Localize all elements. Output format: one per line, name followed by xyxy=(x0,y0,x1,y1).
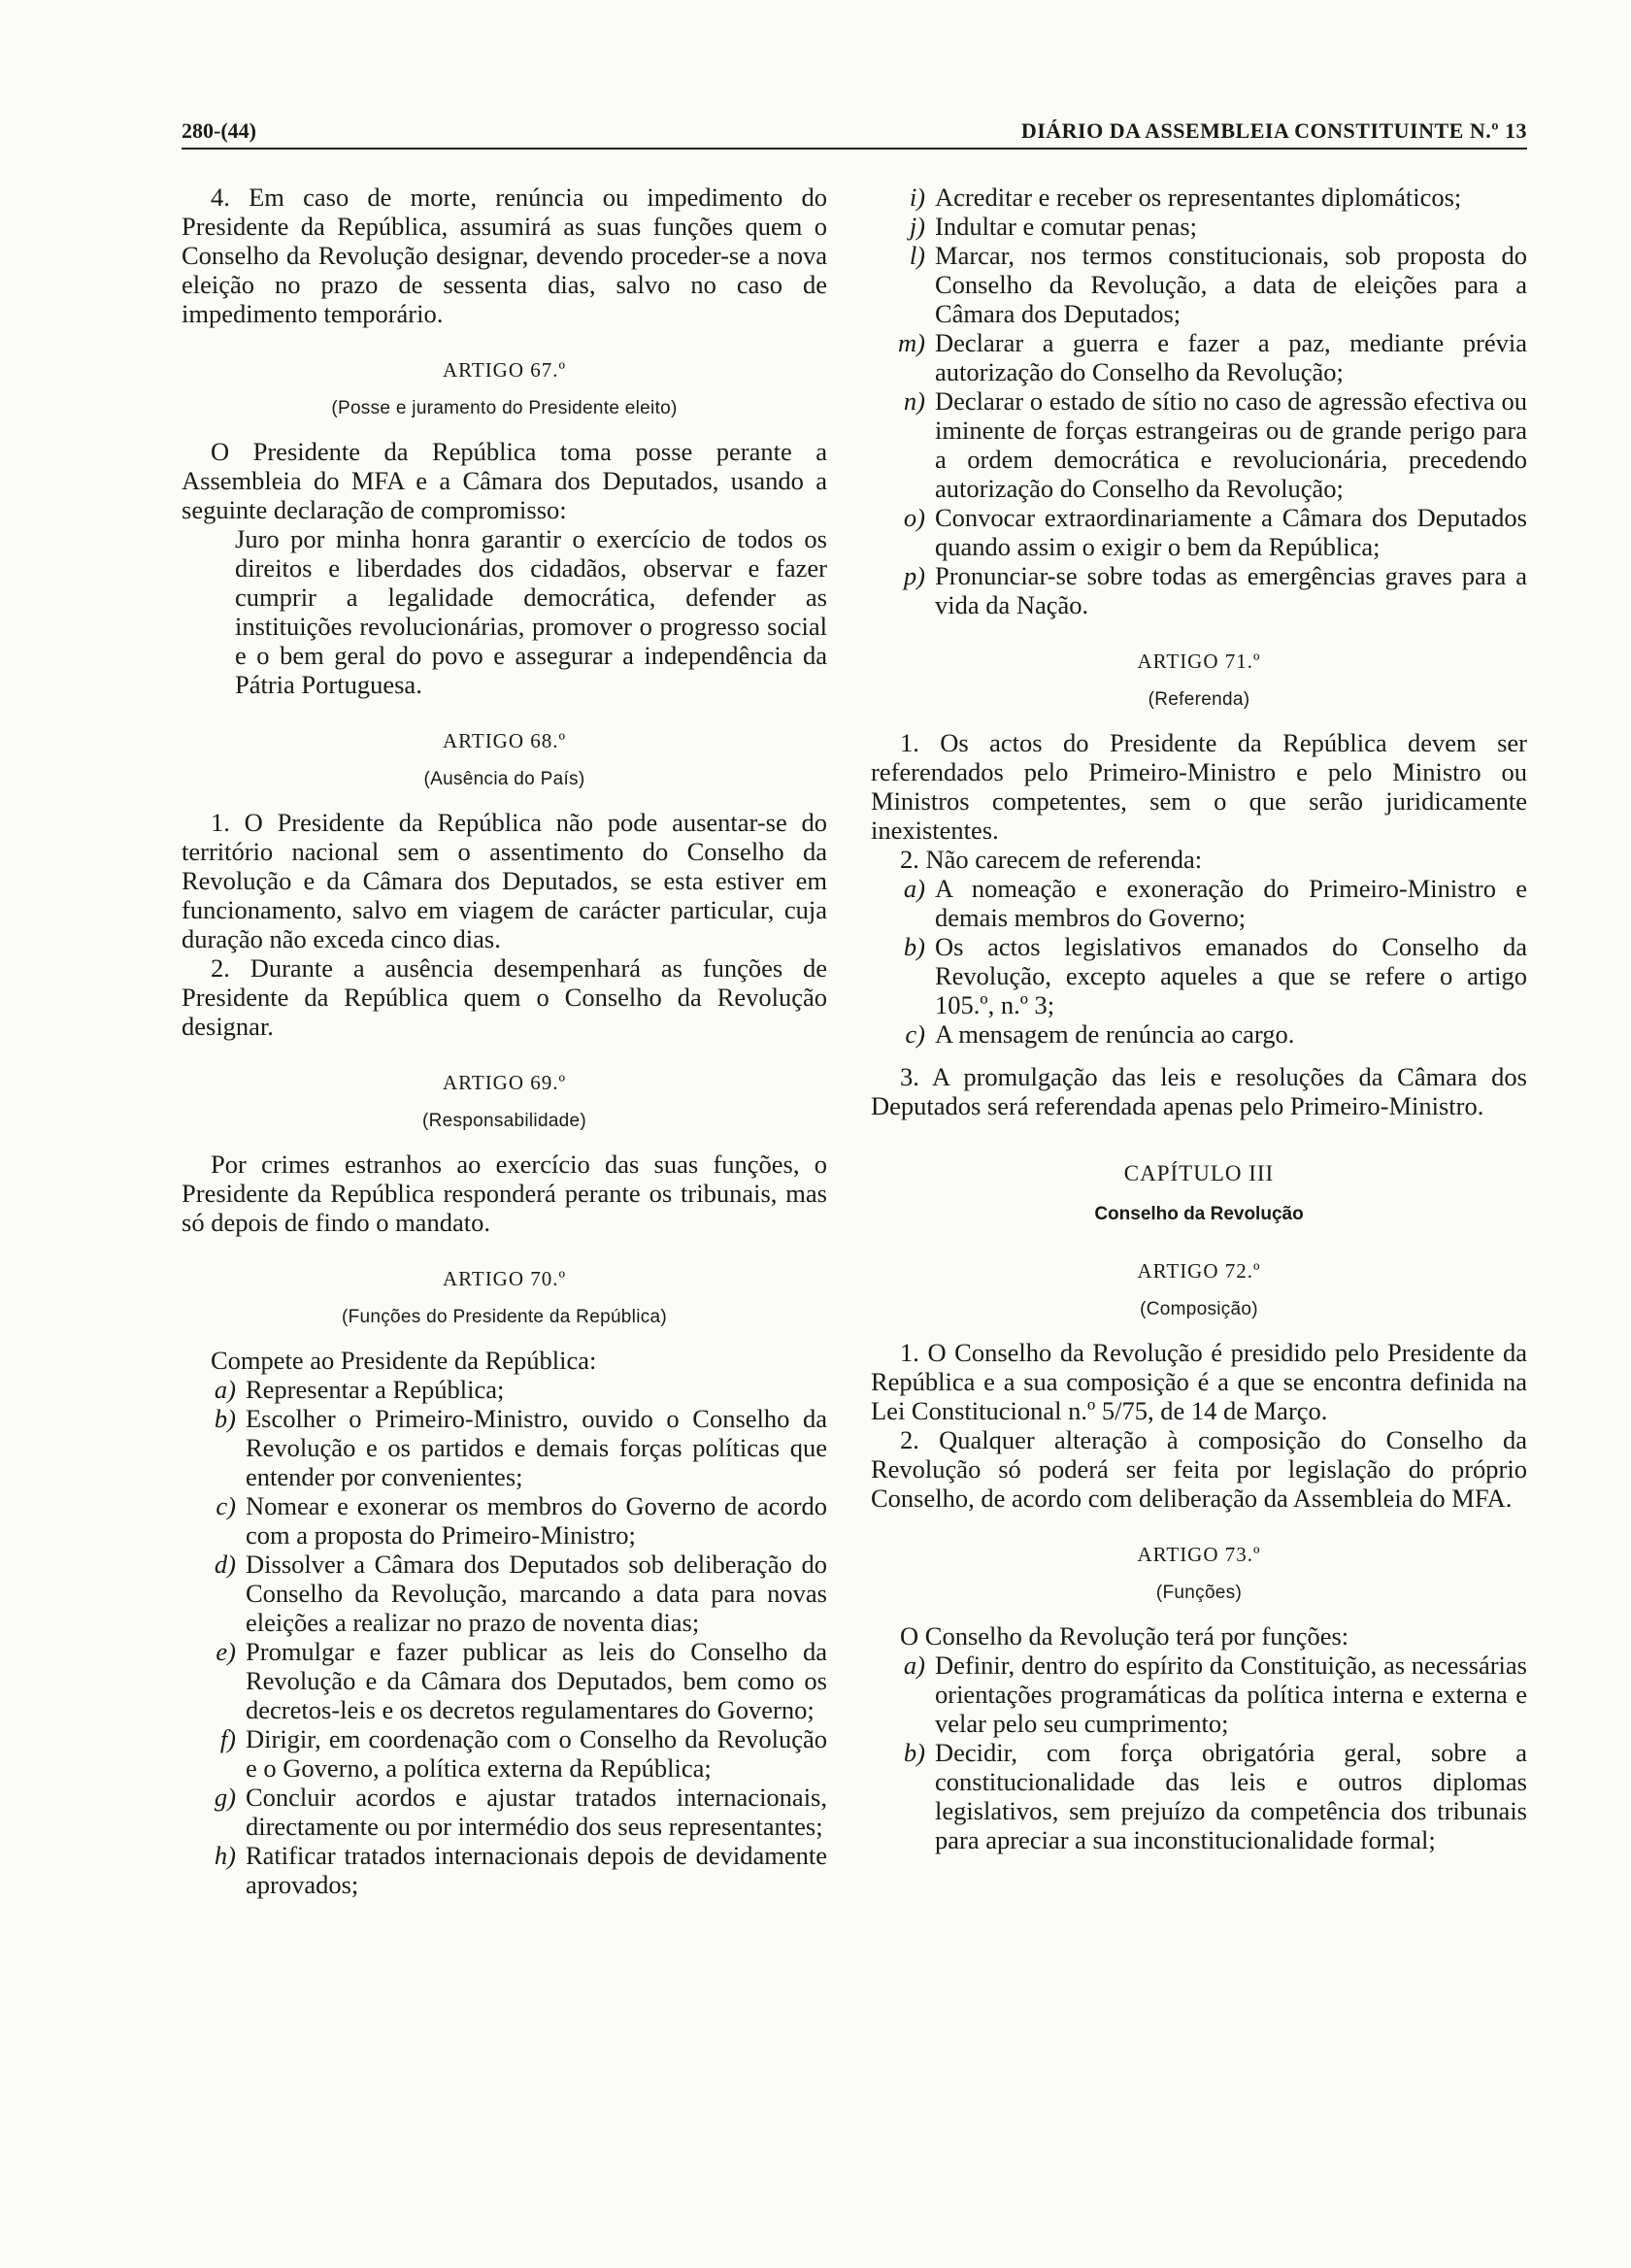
article-subtitle: (Referenda) xyxy=(1148,689,1250,710)
item-text: Dissolver a Câmara dos Deputados sob deliberação do Conselho da Revolução, marcando a data para novas eleições a realizar no prazo de noventa dias; xyxy=(246,1550,827,1637)
item-label: n) xyxy=(903,386,925,416)
article-subtitle: (Ausência do País) xyxy=(423,769,585,789)
paragraph: 4. Em caso de morte, renúncia ou impedimento do Presidente da República, assumirá as suas funções quem o Conselho da Revolução designar, devendo proceder-se a nova eleição no prazo de sessenta dias, salvo no caso de impedimento temporário. xyxy=(182,183,827,328)
item-label: o) xyxy=(903,503,925,532)
item-label: e) xyxy=(216,1637,236,1666)
item-text: Dirigir, em coordenação com o Conselho da Revolução e o Governo, a política externa da República; xyxy=(246,1724,827,1783)
list-item xyxy=(871,1738,1527,1854)
item-label: c) xyxy=(216,1491,236,1520)
item-label: j) xyxy=(909,212,925,241)
paragraph: 2. Não carecem de referenda: xyxy=(900,845,1203,874)
list-item xyxy=(871,241,1527,328)
item-label: a) xyxy=(903,874,925,903)
item-text: Ratificar tratados internacionais depois de devidamente aprovados; xyxy=(246,1841,827,1899)
item-label: a) xyxy=(903,1651,925,1680)
right-column xyxy=(871,183,1527,1854)
list-item xyxy=(871,561,1527,619)
list-item xyxy=(871,328,1527,386)
list-item xyxy=(871,212,1527,241)
item-text: Definir, dentro do espírito da Constituição, as necessárias orientações programáticas da política interna e externa e velar pelo seu cumprimento; xyxy=(935,1651,1527,1738)
article-subtitle: (Posse e juramento do Presidente eleito) xyxy=(331,398,678,418)
list-item xyxy=(871,874,1527,932)
item-text: Pronunciar-se sobre todas as emergências graves para a vida da Nação. xyxy=(935,561,1527,619)
article-subtitle: (Responsabilidade) xyxy=(421,1111,587,1131)
publication-title: DIÁRIO DA ASSEMBLEIA CONSTITUINTE N.º 13 xyxy=(1020,118,1527,143)
list-item xyxy=(182,1491,827,1550)
article-subtitle: (Composição) xyxy=(1140,1299,1258,1319)
article-heading: ARTIGO 72.º xyxy=(1137,1259,1261,1283)
item-label: h) xyxy=(214,1841,236,1870)
item-text: Convocar extraordinariamente a Câmara dos Deputados quando assim o exigir o bem da República; xyxy=(935,503,1527,561)
paragraph: 1. O Presidente da República não pode ausentar-se do território nacional sem o assentimento do Conselho da Revolução e da Câmara dos Deputados, se esta estiver em funcionamento, salvo em viagem de carácter particular, cuja duração não exceda cinco dias. xyxy=(182,808,827,953)
item-label: b) xyxy=(903,932,925,961)
item-label: m) xyxy=(898,328,925,357)
article-subtitle: (Funções do Presidente da República) xyxy=(341,1307,668,1327)
item-text: Promulgar e fazer publicar as leis do Conselho da Revolução e da Câmara dos Deputados, bem como os decretos-leis e os decretos regulamentares do Governo; xyxy=(246,1637,827,1724)
list-item xyxy=(182,1841,827,1899)
item-text: Declarar a guerra e fazer a paz, mediante prévia autorização do Conselho da Revolução; xyxy=(935,328,1527,386)
paragraph: 1. O Conselho da Revolução é presidido pelo Presidente da República e a sua composição é a que se encontra definida na Lei Constitucional n.º 5/75, de 14 de Março. xyxy=(871,1338,1527,1425)
left-column xyxy=(182,183,827,1899)
paragraph: 1. Os actos do Presidente da República devem ser referendados pelo Primeiro-Ministro e pelo Ministro ou Ministros competentes, sem o que serão juridicamente inexistentes. xyxy=(871,728,1527,845)
list-item xyxy=(871,386,1527,503)
item-text: Representar a República; xyxy=(246,1375,505,1404)
list-item xyxy=(182,1404,827,1491)
list-item xyxy=(182,1550,827,1637)
paragraph: 2. Durante a ausência desempenhará as funções de Presidente da República quem o Conselho da Revolução designar. xyxy=(182,953,827,1041)
chapter-label: CAPÍTULO III xyxy=(1123,1161,1275,1185)
article-heading: ARTIGO 70.º xyxy=(442,1267,567,1290)
list-item xyxy=(182,1724,827,1783)
item-label: g) xyxy=(214,1783,236,1812)
paragraph: Por crimes estranhos ao exercício das suas funções, o Presidente da República responderá perante os tribunais, mas só depois de findo o mandato. xyxy=(182,1150,827,1237)
list-item xyxy=(871,932,1527,1019)
article-heading: ARTIGO 69.º xyxy=(442,1071,567,1094)
list-item xyxy=(871,1651,1527,1738)
item-text: A nomeação e exoneração do Primeiro-Ministro e demais membros do Governo; xyxy=(935,874,1527,932)
item-text: Indultar e comutar penas; xyxy=(935,212,1198,241)
list-item xyxy=(871,183,1527,212)
item-text: Decidir, com força obrigatória geral, sobre a constitucionalidade das leis e outros diplomas legislativos, sem prejuízo da competência dos tribunais para apreciar a sua inconstitucionalidade formal; xyxy=(935,1738,1527,1854)
article-heading: ARTIGO 73.º xyxy=(1137,1543,1261,1566)
item-label: a) xyxy=(214,1375,236,1404)
oath-text: Juro por minha honra garantir o exercício de todos os direitos e liberdades dos cidadãos, observar e fazer cumprir a legalidade democrática, defender as instituições revolucionárias, promover o progresso social e o bem geral do povo e assegurar a independência da Pátria Portuguesa. xyxy=(235,524,827,699)
item-label: b) xyxy=(903,1738,925,1767)
paragraph: O Conselho da Revolução terá por funções: xyxy=(900,1621,1349,1651)
item-text: Nomear e exonerar os membros do Governo de acordo com a proposta do Primeiro-Ministro; xyxy=(246,1491,827,1550)
list-item xyxy=(871,503,1527,561)
item-text: Os actos legislativos emanados do Conselho da Revolução, excepto aqueles a que se refere o artigo 105.º, n.º 3; xyxy=(935,932,1527,1019)
item-label: d) xyxy=(214,1550,236,1579)
paragraph: 3. A promulgação das leis e resoluções da Câmara dos Deputados será referendada apenas pelo Primeiro-Ministro. xyxy=(871,1062,1527,1120)
page-header xyxy=(182,115,1527,150)
item-label: b) xyxy=(214,1404,236,1433)
list-item xyxy=(182,1783,827,1841)
item-text: A mensagem de renúncia ao cargo. xyxy=(935,1019,1295,1049)
spacer xyxy=(871,1049,1527,1062)
list-item xyxy=(182,1637,827,1724)
article-heading: ARTIGO 67.º xyxy=(442,358,567,382)
item-text: Marcar, nos termos constitucionais, sob proposta do Conselho da Revolução, a data de eleições para a Câmara dos Deputados; xyxy=(935,241,1527,328)
paragraph: O Presidente da República toma posse perante a Assembleia do MFA e a Câmara dos Deputados, usando a seguinte declaração de compromisso: xyxy=(182,437,827,524)
paragraph: Compete ao Presidente da República: xyxy=(211,1346,597,1375)
item-label: p) xyxy=(903,561,925,590)
article-heading: ARTIGO 71.º xyxy=(1137,650,1261,673)
item-text: Escolher o Primeiro-Ministro, ouvido o Conselho da Revolução e os partidos e demais forças políticas que entender por convenientes; xyxy=(246,1404,827,1491)
item-text: Concluir acordos e ajustar tratados internacionais, directamente ou por intermédio dos seus representantes; xyxy=(246,1783,827,1841)
chapter-title: Conselho da Revolução xyxy=(1094,1204,1304,1224)
article-subtitle: (Funções) xyxy=(1155,1583,1243,1603)
page-number: 280-(44) xyxy=(182,118,256,143)
item-label: i) xyxy=(909,183,925,212)
list-item xyxy=(871,1019,1527,1049)
item-text: Acreditar e receber os representantes diplomáticos; xyxy=(935,183,1462,212)
list-item xyxy=(182,1375,827,1404)
item-label: c) xyxy=(905,1019,925,1049)
item-label: f) xyxy=(219,1724,236,1753)
item-text: Declarar o estado de sítio no caso de agressão efectiva ou iminente de forças estrangeiras ou de grande perigo para a ordem democrática e revolucionária, precedendo autorização do Conselho da Revolução; xyxy=(935,386,1527,503)
article-heading: ARTIGO 68.º xyxy=(442,729,567,752)
item-label: l) xyxy=(909,241,925,270)
paragraph: 2. Qualquer alteração à composição do Conselho da Revolução só poderá ser feita por legislação do próprio Conselho, de acordo com deliberação da Assembleia do MFA. xyxy=(871,1425,1527,1513)
